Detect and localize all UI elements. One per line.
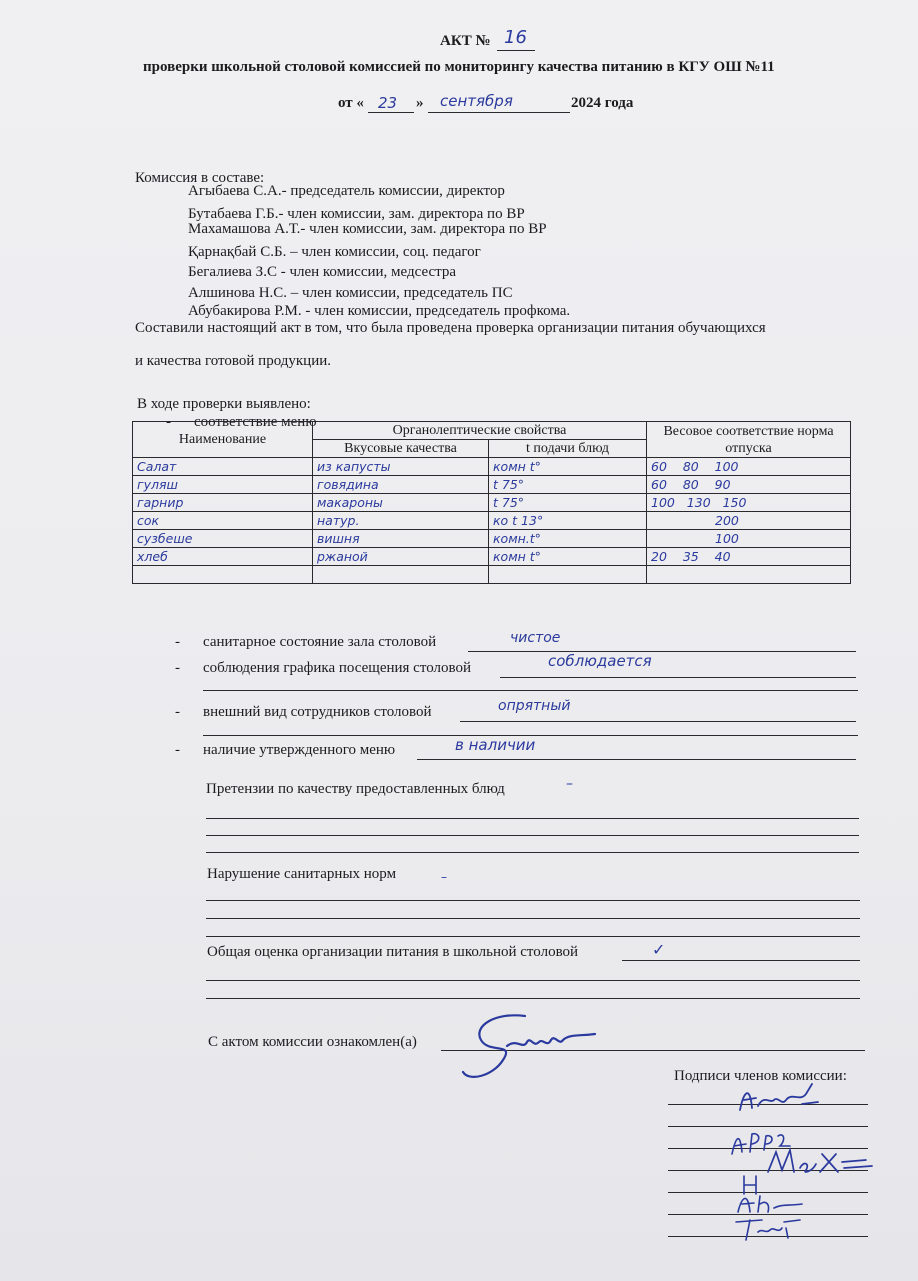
cell-name	[133, 566, 313, 584]
cell-taste	[313, 566, 489, 584]
violations-line	[206, 918, 860, 919]
cell-weight: 200	[647, 512, 851, 530]
cell-name: Салат	[133, 458, 313, 476]
overall-line	[206, 980, 860, 981]
table-row	[133, 530, 851, 548]
member-signature-1	[720, 1080, 830, 1116]
check-label-sanitary: санитарное состояние зала столовой	[203, 634, 437, 650]
check-value-sanitary: чистое	[510, 630, 561, 646]
cell-temp: ко t 13°	[489, 512, 647, 530]
menu-compliance-table	[132, 421, 851, 584]
member-signature-3	[762, 1144, 880, 1180]
claims-label: Претензии по качеству предоставленных блюд	[206, 781, 505, 797]
act-number-line	[497, 50, 535, 51]
check-dash: -	[175, 704, 180, 720]
header-taste: Вкусовые качества	[313, 440, 489, 458]
cell-temp: t 75°	[489, 476, 647, 494]
cell-name: хлеб	[133, 548, 313, 566]
table-row	[133, 458, 851, 476]
acquainted-signature	[455, 1008, 605, 1088]
cell-name: гуляш	[133, 476, 313, 494]
date-day-line	[368, 112, 414, 113]
member-3: Махамашова А.Т.- член комиссии, зам. директора по ВР	[188, 221, 547, 237]
overall-line	[206, 998, 860, 999]
overall-label: Общая оценка организации питания в школьной столовой	[207, 944, 579, 960]
signatures-label: Подписи членов комиссии:	[674, 1068, 847, 1084]
check-line-staff	[460, 721, 856, 722]
cell-name: гарнир	[133, 494, 313, 512]
acquainted-label: С актом комиссии ознакомлен(а)	[208, 1034, 417, 1050]
check-label-menu: наличие утвержденного меню	[203, 742, 396, 758]
cell-taste: из капусты	[313, 458, 489, 476]
overall-line	[622, 960, 860, 961]
check-line-sanitary	[468, 651, 856, 652]
violations-line	[206, 900, 860, 901]
cell-weight: 100 130 150	[647, 494, 851, 512]
member-signature-6	[730, 1210, 810, 1244]
table-row	[133, 566, 851, 584]
table-row	[133, 476, 851, 494]
act-label: АКТ №	[440, 33, 491, 49]
findings-intro: В ходе проверки выявлено:	[137, 396, 311, 412]
overall-value: ✓	[652, 940, 666, 959]
check-label-staff: внешний вид сотрудников столовой	[203, 704, 432, 720]
cell-weight: 60 80 100	[647, 458, 851, 476]
cell-taste: говядина	[313, 476, 489, 494]
cell-temp: комн t°	[489, 548, 647, 566]
check-value-schedule: соблюдается	[548, 652, 652, 670]
violations-label: Нарушение санитарных норм	[207, 866, 397, 882]
check-line-extra	[203, 690, 858, 691]
check-line-schedule	[500, 677, 856, 678]
date-day: 23	[378, 94, 398, 112]
header-temp: t подачи блюд	[489, 440, 647, 458]
check-value-staff: опрятный	[498, 698, 571, 714]
member-6: Алшинова Н.С. – член комиссии, председатель ПС	[188, 285, 513, 301]
commission-intro: Комиссия в составе:	[135, 170, 265, 186]
cell-weight: 20 35 40	[647, 548, 851, 566]
statement-line-1: Составили настоящий акт в том, что была проведена проверка организации питания обучающихся	[135, 320, 766, 336]
header-weight: Весовое соответствие норма отпуска	[647, 422, 851, 458]
cell-temp: комн t°	[489, 458, 647, 476]
check-dash: -	[175, 742, 180, 758]
cell-taste: макароны	[313, 494, 489, 512]
cell-name: сузбеше	[133, 530, 313, 548]
violations-line	[206, 936, 860, 937]
cell-temp	[489, 566, 647, 584]
table-row	[133, 512, 851, 530]
cell-weight: 60 80 90	[647, 476, 851, 494]
violations-value: –	[441, 870, 447, 884]
header-organoleptic: Органолептические свойства	[313, 422, 647, 440]
claims-line	[206, 852, 859, 853]
cell-taste: вишня	[313, 530, 489, 548]
findings-item-table: соответствие меню	[194, 414, 317, 430]
header-name: Наименование	[133, 422, 313, 458]
table-row	[133, 548, 851, 566]
cell-taste: натур.	[313, 512, 489, 530]
date-suffix: 2024 года	[571, 95, 634, 111]
cell-name: сок	[133, 512, 313, 530]
table-row	[133, 494, 851, 512]
claims-line	[206, 835, 859, 836]
member-5: Бегалиева З.С - член комиссии, медсестра	[188, 264, 457, 280]
check-label-schedule: соблюдения графика посещения столовой	[203, 660, 471, 676]
cell-temp: комн.t°	[489, 530, 647, 548]
check-value-menu: в наличии	[455, 736, 536, 754]
table-header-row	[133, 422, 851, 440]
check-line-menu	[417, 759, 856, 760]
cell-weight: 100	[647, 530, 851, 548]
member-4: Қарнақбай С.Б. – член комиссии, соц. педагог	[188, 244, 481, 260]
claims-line	[206, 818, 859, 819]
member-1: Агыбаева С.А.- председатель комиссии, директор	[188, 183, 505, 199]
date-month-line	[428, 112, 570, 113]
act-number: 16	[504, 27, 527, 48]
date-mid: »	[416, 95, 424, 111]
cell-taste: ржаной	[313, 548, 489, 566]
member-7: Абубакирова Р.М. - член комиссии, председатель профкома.	[188, 303, 571, 319]
date-prefix: от «	[338, 95, 364, 111]
statement-line-2: и качества готовой продукции.	[135, 353, 332, 369]
check-dash: -	[175, 660, 180, 676]
cell-temp: t 75°	[489, 494, 647, 512]
check-dash: -	[175, 634, 180, 650]
member-2: Бутабаева Г.Б.- член комиссии, зам. директора по ВР	[188, 206, 525, 222]
findings-dash-1: -	[166, 414, 171, 430]
act-subtitle: проверки школьной столовой комиссией по мониторингу качества питанию в КГУ ОШ №11	[143, 59, 775, 75]
date-month: сентября	[440, 92, 513, 110]
cell-weight	[647, 566, 851, 584]
claims-value: –	[566, 776, 573, 792]
